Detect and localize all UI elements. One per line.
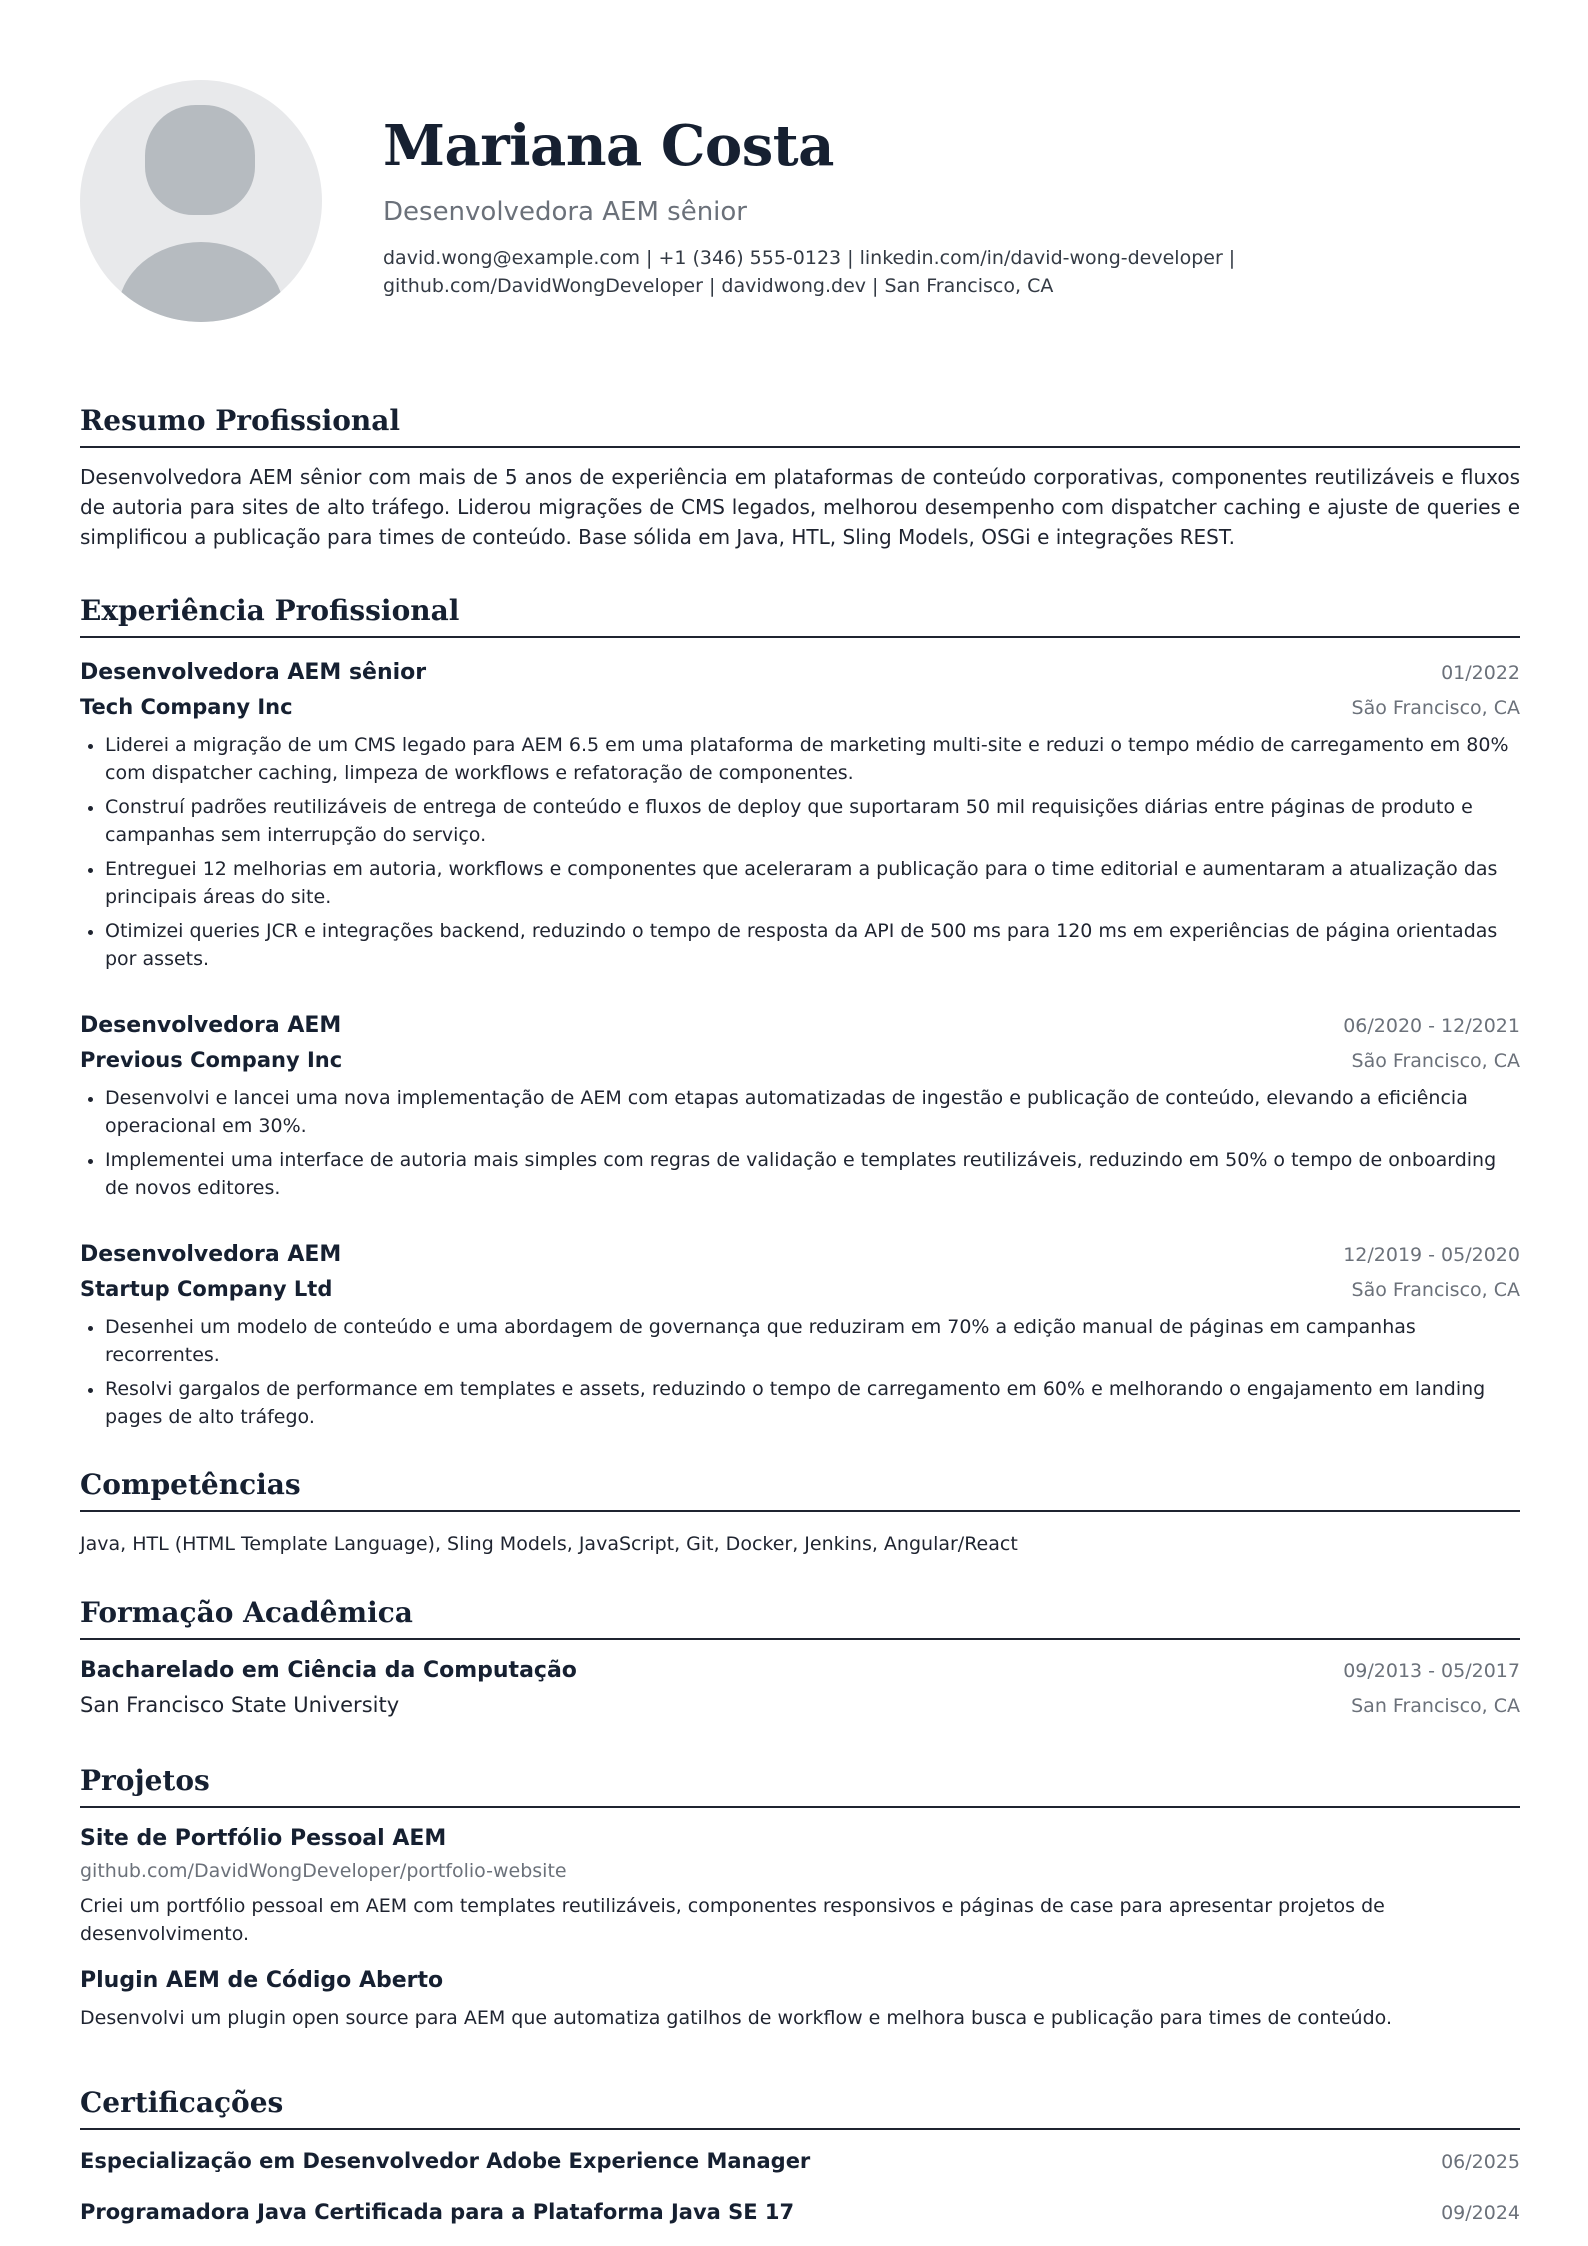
job-bullets <box>80 1084 1520 1202</box>
job-date: 01/2022 <box>1441 662 1520 684</box>
section-title: Certificações <box>80 2086 284 2119</box>
contact-line: david.wong@example.com | +1 (346) 555-0123 | linkedin.com/in/david-wong-developer | <box>383 247 1236 269</box>
degree-name: Bacharelado em Ciência da Computação <box>80 1658 577 1683</box>
project-description: Desenvolvi um plugin open source para AEM que automatiza gatilhos de workflow e melhora busca e publicação para times de conteúdo. <box>80 2007 1392 2029</box>
bullet-item: Resolvi gargalos de performance em templates e assets, reduzindo o tempo de carregamento em 60% e melhorando o engajamento em landing pages de alto tráfego. <box>80 1375 1520 1431</box>
job-title: Desenvolvedora AEM sênior <box>80 660 427 685</box>
bullet-item: Otimizei queries JCR e integrações backend, reduzindo o tempo de resposta da API de 500 ms para 120 ms em experiências de página orientadas por assets. <box>80 917 1520 973</box>
job-title: Desenvolvedora AEM <box>80 1242 342 1267</box>
job-company: Tech Company Inc <box>80 695 293 719</box>
resume-header <box>383 108 1383 300</box>
certifications-section <box>80 2084 1520 2230</box>
project-link[interactable]: github.com/DavidWongDeveloper/portfolio-website <box>80 1860 567 1882</box>
certification-entry <box>80 2195 1520 2230</box>
skills-section <box>80 1466 1520 1558</box>
project-description: Criei um portfólio pessoal em AEM com templates reutilizáveis, componentes responsivos e páginas de case para apresentar projetos de desenvolvimento. <box>80 1895 1385 1945</box>
bullet-item: Entreguei 12 melhorias em autoria, workflows e componentes que aceleraram a publicação para o time editorial e aumentaram a atualização das principais áreas do site. <box>80 855 1520 911</box>
certification-name: Especialização em Desenvolvedor Adobe Experience Manager <box>80 2149 811 2173</box>
section-divider <box>80 446 1520 448</box>
project-name: Plugin AEM de Código Aberto <box>80 1968 444 1993</box>
experience-section <box>80 592 1520 1437</box>
section-title: Resumo Profissional <box>80 404 401 437</box>
certification-name: Programadora Java Certificada para a Plataforma Java SE 17 <box>80 2200 795 2224</box>
section-divider <box>80 1510 1520 1512</box>
bullet-item: Implementei uma interface de autoria mais simples com regras de validação e templates reutilizáveis, reduzindo em 50% o tempo de onboarding de novos editores. <box>80 1146 1520 1202</box>
project-name: Site de Portfólio Pessoal AEM <box>80 1826 447 1851</box>
skills-text: Java, HTL (HTML Template Language), Sling Models, JavaScript, Git, Docker, Jenkins, Angular/React <box>80 1533 1018 1555</box>
bullet-item: Construí padrões reutilizáveis de entrega de conteúdo e fluxos de deploy que suportaram 50 mil requisições diárias entre páginas de produto e campanhas sem interrupção do serviço. <box>80 793 1520 849</box>
institution-name: San Francisco State University <box>80 1693 400 1717</box>
section-title: Formação Acadêmica <box>80 1596 413 1629</box>
project-entry <box>80 1822 1520 1948</box>
bullet-item: Liderei a migração de um CMS legado para AEM 6.5 em uma plataforma de marketing multi-site e reduzi o tempo médio de carregamento em 80% com dispatcher caching, limpeza de workflows e refatoração de componentes. <box>80 731 1520 787</box>
section-divider <box>80 2128 1520 2130</box>
job-location: São Francisco, CA <box>1351 1279 1520 1301</box>
section-title: Experiência Profissional <box>80 594 460 627</box>
education-date: 09/2013 - 05/2017 <box>1343 1660 1520 1682</box>
education-location: San Francisco, CA <box>1351 1695 1520 1717</box>
certification-date: 06/2025 <box>1441 2151 1520 2173</box>
section-title: Competências <box>80 1468 301 1501</box>
job-entry <box>80 1009 1520 1202</box>
job-bullets <box>80 731 1520 973</box>
candidate-role: Desenvolvedora AEM sênior <box>383 197 747 227</box>
projects-section <box>80 1762 1520 2032</box>
job-date: 12/2019 - 05/2020 <box>1343 1244 1520 1266</box>
contact-line: github.com/DavidWongDeveloper | davidwong.dev | San Francisco, CA <box>383 275 1054 297</box>
job-location: São Francisco, CA <box>1351 697 1520 719</box>
job-entry <box>80 1238 1520 1431</box>
avatar-placeholder-icon <box>80 80 322 322</box>
summary-text: Desenvolvedora AEM sênior com mais de 5 anos de experiência em plataformas de conteúdo corporativas, componentes reutilizáveis e fluxos de autoria para sites de alto tráfego. Liderou migrações de CMS legados, melhorou desempenho com dispatcher caching e ajuste de queries e simplificou a publicação para times de conteúdo. Base sólida em Java, HTL, Sling Models, OSGi e integrações REST. <box>80 465 1520 549</box>
job-date: 06/2020 - 12/2021 <box>1343 1015 1520 1037</box>
certification-date: 09/2024 <box>1441 2202 1520 2224</box>
section-divider <box>80 1806 1520 1808</box>
bullet-item: Desenvolvi e lancei uma nova implementação de AEM com etapas automatizadas de ingestão e publicação de conteúdo, elevando a eficiência operacional em 30%. <box>80 1084 1520 1140</box>
job-company: Previous Company Inc <box>80 1048 343 1072</box>
certification-entry <box>80 2144 1520 2179</box>
education-section <box>80 1594 1520 1723</box>
section-divider <box>80 1638 1520 1640</box>
job-title: Desenvolvedora AEM <box>80 1013 342 1038</box>
contact-info <box>383 244 1263 300</box>
project-entry <box>80 1964 1520 2032</box>
section-divider <box>80 636 1520 638</box>
job-entry <box>80 656 1520 973</box>
section-title: Projetos <box>80 1764 210 1797</box>
job-location: São Francisco, CA <box>1351 1050 1520 1072</box>
candidate-name: Mariana Costa <box>383 113 834 179</box>
summary-section <box>80 402 1520 552</box>
bullet-item: Desenhei um modelo de conteúdo e uma abordagem de governança que reduziram em 70% a edição manual de páginas em campanhas recorrentes. <box>80 1313 1520 1369</box>
job-company: Startup Company Ltd <box>80 1277 333 1301</box>
job-bullets <box>80 1313 1520 1431</box>
